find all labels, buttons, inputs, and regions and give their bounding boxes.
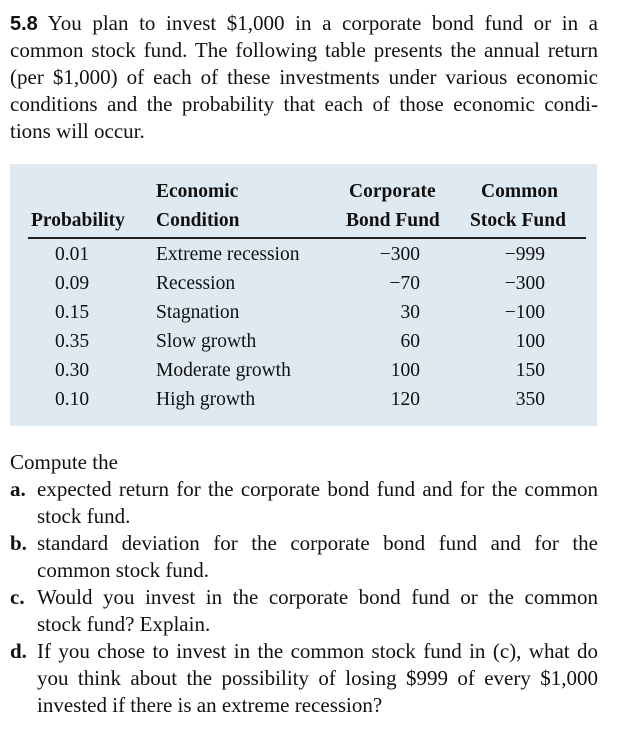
question-d-line-3: invested if there is an extreme recession? (37, 693, 383, 717)
cell-condition: Recession (156, 273, 236, 294)
header-bond-top: Corporate (349, 181, 436, 202)
header-condition-top: Economic (156, 181, 239, 202)
header-probability: Probability (31, 210, 125, 231)
question-b-label: b. (10, 531, 27, 555)
cell-stock: −100 (504, 302, 545, 323)
cell-condition: Moderate growth (156, 360, 291, 381)
question-a-line-1: expected return for the corporate bond fund and for the common (37, 477, 598, 501)
question-d (10, 638, 598, 719)
question-d-label: d. (10, 639, 27, 663)
intro-text-1: You plan to invest $1,000 in a corporate bond fund or in a (47, 11, 598, 35)
cell-stock: 350 (515, 389, 545, 410)
cell-probability: 0.01 (54, 244, 90, 265)
question-a-line-2: stock fund. (37, 504, 131, 528)
question-b (10, 530, 598, 584)
question-b-line-1: standard deviation for the corporate bond fund and for the (37, 531, 598, 555)
header-condition-bottom: Condition (156, 210, 240, 231)
cell-condition: Extreme recession (156, 244, 300, 265)
cell-condition: High growth (156, 389, 256, 410)
cell-bond: 120 (390, 389, 420, 410)
intro-line-3: (per $1,000) of each of these investments under various economic (10, 65, 598, 89)
problem-statement (10, 10, 598, 145)
cell-bond: −300 (379, 244, 420, 265)
header-stock-bottom: Stock Fund (470, 210, 566, 231)
cell-probability: 0.10 (54, 389, 90, 410)
intro-line-2: common stock fund. The following table presents the annual return (10, 38, 598, 62)
question-c (10, 584, 598, 638)
question-d-line-1: If you chose to invest in the common stock fund in (c), what do (37, 639, 598, 663)
questions (10, 449, 598, 719)
returns-table (10, 164, 597, 426)
cell-stock: −300 (504, 273, 545, 294)
question-b-line-2: common stock fund. (37, 558, 210, 582)
header-bond-bottom: Bond Fund (346, 210, 440, 231)
question-a (10, 476, 598, 530)
cell-stock: −999 (504, 244, 545, 265)
problem-number: 5.8 (10, 13, 38, 35)
intro-line-1 (10, 10, 598, 37)
cell-probability: 0.09 (54, 273, 90, 294)
question-a-label: a. (10, 477, 26, 501)
question-c-line-2: stock fund? Explain. (37, 612, 211, 636)
cell-bond: 100 (390, 360, 420, 381)
questions-prompt: Compute the (10, 450, 118, 474)
question-d-line-2: you think about the possibility of losing $999 of every $1,000 (37, 666, 598, 690)
question-c-label: c. (10, 585, 25, 609)
cell-condition: Slow growth (156, 331, 257, 352)
cell-stock: 100 (515, 331, 545, 352)
header-rule (28, 237, 586, 239)
question-c-line-1: Would you invest in the corporate bond fund or the common (37, 585, 598, 609)
cell-probability: 0.35 (54, 331, 90, 352)
header-stock-top: Common (481, 181, 558, 202)
cell-probability: 0.30 (54, 360, 90, 381)
intro-line-5: tions will occur. (10, 119, 145, 143)
cell-probability: 0.15 (54, 302, 90, 323)
intro-line-4: conditions and the probability that each of those economic condi- (10, 92, 598, 116)
cell-bond: 60 (400, 331, 420, 352)
cell-bond: 30 (400, 302, 420, 323)
cell-bond: −70 (389, 273, 420, 294)
cell-stock: 150 (515, 360, 545, 381)
cell-condition: Stagnation (156, 302, 240, 323)
